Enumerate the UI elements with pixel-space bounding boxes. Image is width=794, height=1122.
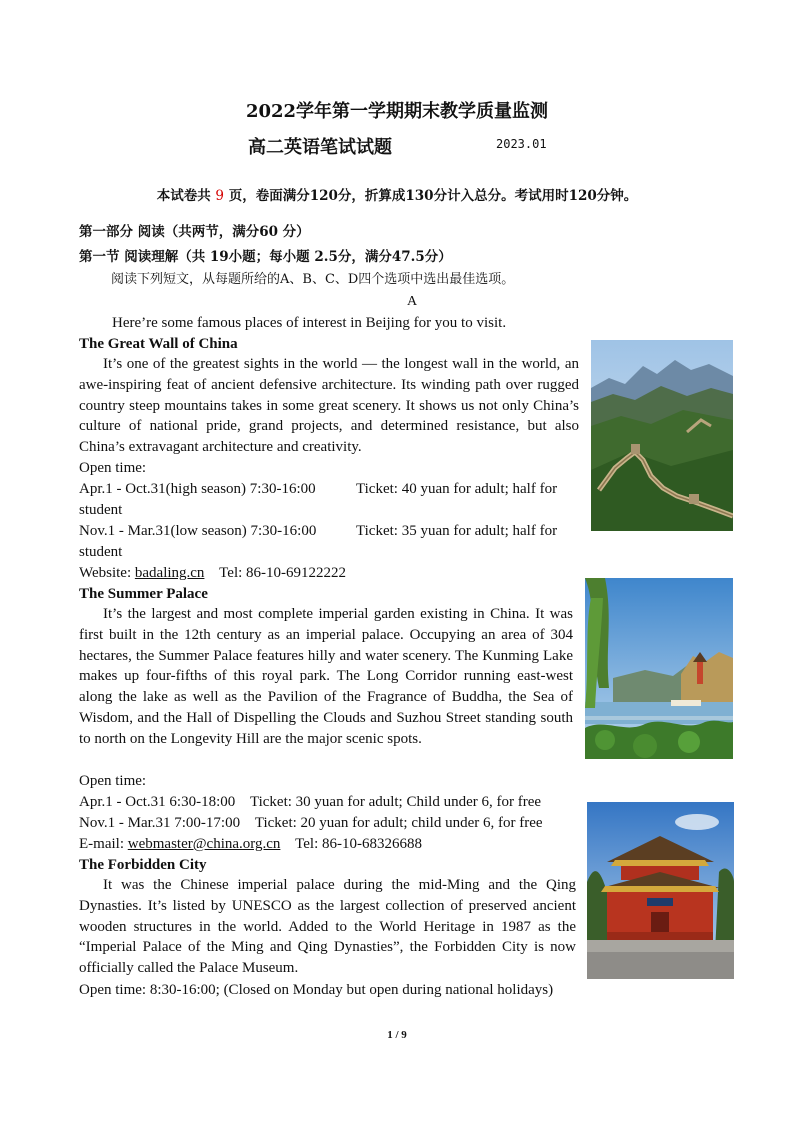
exam-subtitle: 高二英语笔试试题 bbox=[248, 137, 392, 158]
exam-date: 2023.01 bbox=[496, 137, 547, 151]
great-wall-photo-icon bbox=[591, 340, 733, 531]
forbidden-city-body: It was the Chinese imperial palace during the mid-Ming and the Qing Dynasties. It’s listed by UNESCO as the largest collection of preserved ancient wooden structures in the world. Added to the World Heritage in 1987 as the “Imperial Palace of the Ming and Qing Dynasties”, the Forbidden City is now officially called the Palace Museum. bbox=[79, 877, 576, 977]
email-link[interactable]: webmaster@china.org.cn bbox=[127, 836, 281, 852]
great-wall-student-2: student bbox=[79, 544, 123, 560]
section-heading: 第一节 阅读理解（共 19小题；每小题 2.5分，满分47.5分） bbox=[79, 249, 452, 265]
forbidden-city-open-time: Open time: 8:30-16:00; (Closed on Monday but open during national holidays) bbox=[79, 982, 554, 998]
summer-palace-line-2: Nov.1 - Mar.31 7:00-17:00 Ticket: 20 yuan for adult; child under 6, for free bbox=[79, 815, 543, 831]
instruction: 阅读下列短文，从每题所给的A、B、C、D四个选项中选出最佳选项。 bbox=[111, 272, 515, 287]
forbidden-city-photo-icon bbox=[587, 802, 734, 979]
summer-palace-tel: Tel: 86-10-68326688 bbox=[295, 836, 422, 852]
summer-palace-contact bbox=[79, 834, 422, 855]
forbidden-city-heading: The Forbidden City bbox=[79, 857, 207, 873]
exam-notice bbox=[0, 184, 794, 204]
great-wall-student-1: student bbox=[79, 502, 123, 518]
great-wall-heading: The Great Wall of China bbox=[79, 336, 238, 352]
website-link[interactable]: badaling.cn bbox=[134, 565, 205, 581]
summer-palace-photo-icon bbox=[585, 578, 733, 759]
great-wall-low-season-ticket: Ticket: 35 yuan for adult; half for bbox=[356, 523, 558, 539]
great-wall-contact bbox=[79, 563, 346, 584]
notice-pre: 本试卷共 bbox=[156, 188, 211, 204]
passage-intro: Here’re some famous places of interest in Beijing for you to visit. bbox=[112, 315, 507, 331]
summer-palace-body: It’s the largest and most complete imperial garden existing in China. It was first built in the 12th century as an imperial palace. Occupying an area of 304 hectares, the Summer Palace features hilly and water scenery. The Kunming Lake makes up four-fifths of this royal park. The Long Corridor running east-west along the lake as well as the Pavilion of the Fragrance of Buddha, the Sea of Wisdom, and the Hall of Dispelling the Clouds and Suzhou Street standing south to north on the Longevity Hill are the major scenic spots. bbox=[79, 606, 573, 747]
summer-palace-line-1: Apr.1 - Oct.31 6:30-18:00 Ticket: 30 yuan for adult; Child under 6, for free bbox=[79, 794, 542, 810]
great-wall-open-label: Open time: bbox=[79, 460, 147, 476]
exam-title: 2022学年第一学期期末教学质量监测 bbox=[245, 101, 549, 122]
passage-label: A bbox=[407, 294, 418, 309]
notice-post: 页，卷面满分120分，折算成130分计入总分。考试用时120分钟。 bbox=[228, 188, 638, 204]
page-number: 1 / 9 bbox=[387, 1029, 407, 1041]
great-wall-body: It’s one of the greatest sights in the world — the longest wall in the world, an awe-inspiring feat of ancient defensive architecture. Its winding path over rugged country steep mountains takes in some great scenery. It shows us not only China’s culture of national pride, grand projects, and determined resistance, but also China’s extravagant architecture and creativity. bbox=[79, 356, 579, 456]
great-wall-high-season-time: Apr.1 - Oct.31(high season) 7:30-16:00 bbox=[79, 481, 316, 497]
part-heading: 第一部分 阅读（共两节，满分60 分） bbox=[79, 224, 310, 240]
summer-palace-open-label: Open time: bbox=[79, 773, 147, 789]
great-wall-tel: Tel: 86-10-69122222 bbox=[219, 565, 347, 581]
summer-palace-heading: The Summer Palace bbox=[79, 586, 208, 602]
great-wall-low-season-time: Nov.1 - Mar.31(low season) 7:30-16:00 bbox=[79, 523, 317, 539]
notice-pages: 9 bbox=[215, 188, 225, 204]
website-label: Website: bbox=[79, 565, 132, 581]
great-wall-high-season-ticket: Ticket: 40 yuan for adult; half for bbox=[356, 481, 558, 497]
email-label: E-mail: bbox=[79, 836, 124, 852]
